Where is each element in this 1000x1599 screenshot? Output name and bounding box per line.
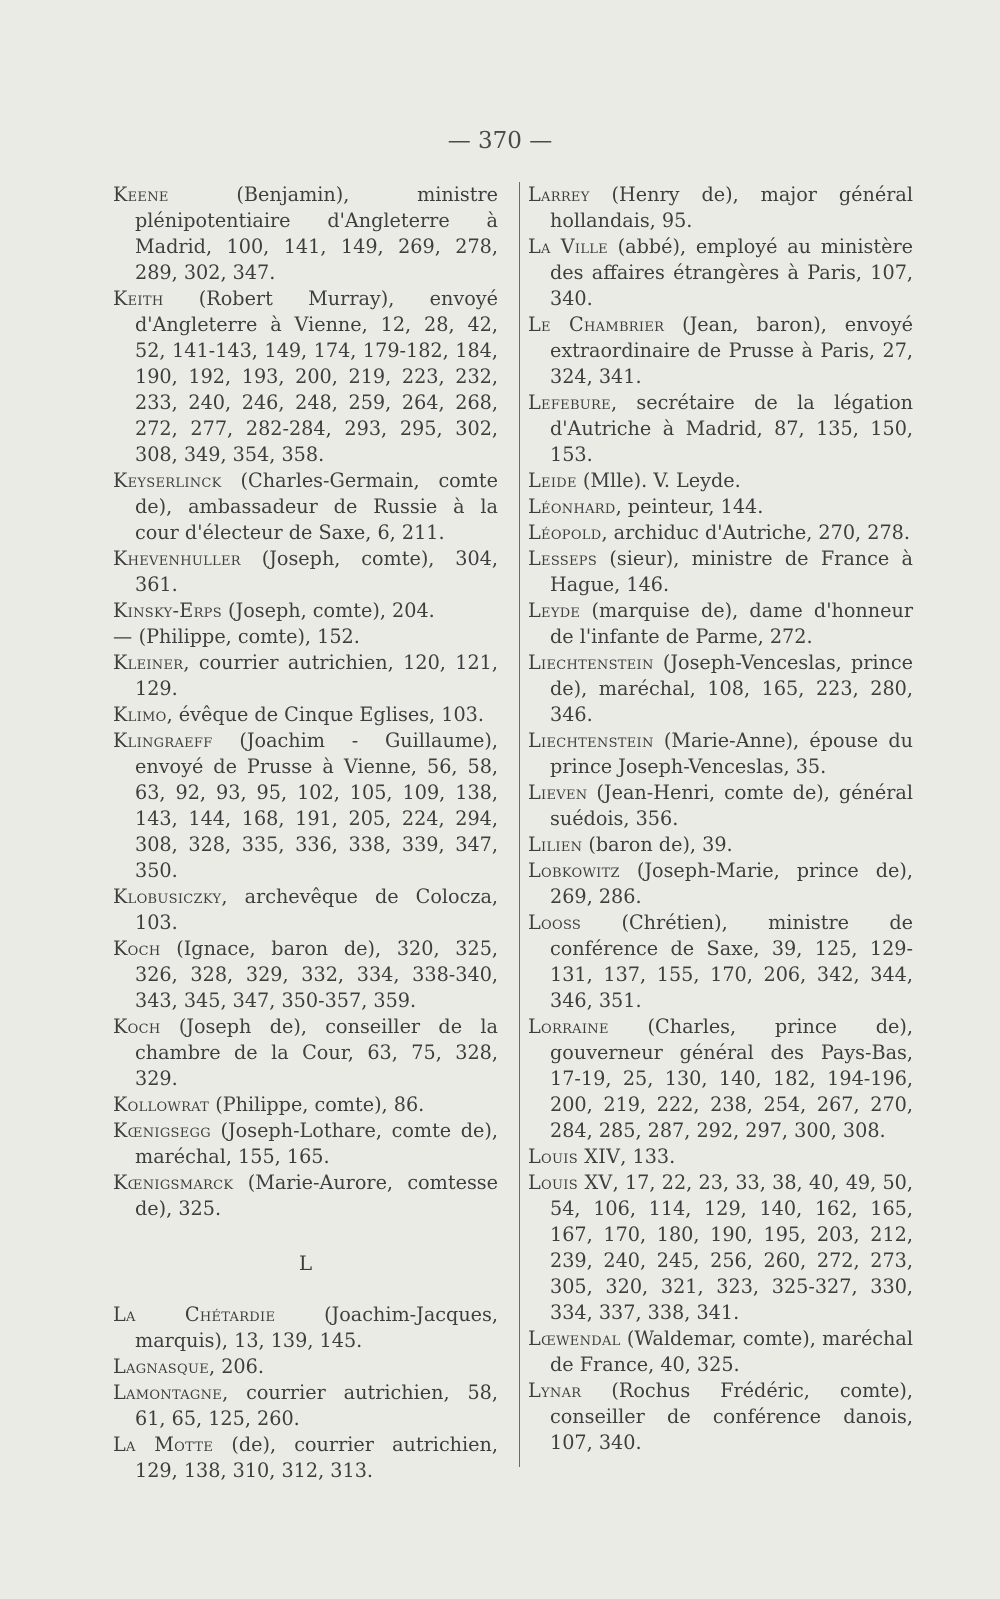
entry-text: (Benjamin), ministre plénipotentiaire d'Angleterre à Madrid, 100, 141, 149, 269, 278, 289, 302, 347.: [135, 183, 498, 284]
entry-surname: Léopold: [528, 521, 602, 544]
entry-text: , archiduc d'Autriche, 270, 278.: [601, 521, 910, 544]
entry-text: (Joachim - Guillaume), envoyé de Prusse à Vienne, 56, 58, 63, 92, 93, 95, 102, 105, 109, 138, 143, 144, 168, 191, 205, 224, 294, 308, 328, 335, 336, 338, 339, 347, 350.: [135, 729, 498, 882]
entry-text: (Joseph-Marie, prince de), 269, 286.: [550, 859, 913, 908]
entry-surname: La Motte: [113, 1433, 214, 1456]
entry-surname: Lamontagne: [113, 1381, 223, 1404]
index-entry: [113, 936, 498, 1014]
section-letter: L: [298, 1251, 313, 1275]
entry-surname: Liechtenstein: [528, 651, 654, 674]
entry-text: (Joseph-Venceslas, prince de), maréchal, 108, 165, 223, 280, 346.: [550, 651, 913, 726]
entry-text: , 206.: [209, 1355, 264, 1378]
entry-text: (Joseph de), conseiller de la chambre de la Cour, 63, 75, 328, 329.: [135, 1015, 498, 1090]
entry-surname: Leyde: [528, 599, 581, 622]
index-entry: [528, 832, 913, 858]
entry-surname: Lynar: [528, 1379, 582, 1402]
entry-surname: Léonhard: [528, 495, 616, 518]
entry-text: (abbé), employé au ministère des affaires étrangères à Paris, 107, 340.: [550, 235, 913, 310]
entry-text: (Jean, baron), envoyé extraordinaire de Prusse à Paris, 27, 324, 341.: [550, 313, 913, 388]
entry-surname: Lobkowitz: [528, 859, 620, 882]
right-column: [528, 182, 913, 1456]
entry-surname: Keene: [113, 183, 169, 206]
entry-surname: Larrey: [528, 183, 590, 206]
entry-text: (Mlle). V. Leyde.: [576, 469, 741, 492]
entry-text: (baron de), 39.: [582, 833, 733, 856]
entry-surname: Looss: [528, 911, 582, 934]
index-entry: [528, 1326, 913, 1378]
entry-surname: Kleiner: [113, 651, 184, 674]
index-entry: [113, 1354, 498, 1380]
column-divider: [519, 182, 520, 1467]
index-entry: [528, 312, 913, 390]
entry-surname: Keith: [113, 287, 164, 310]
index-entry: [528, 494, 913, 520]
entry-surname: Kollowrat: [113, 1093, 210, 1116]
index-entry: [113, 702, 498, 728]
index-entry: [113, 1118, 498, 1170]
index-entry: [528, 1170, 913, 1326]
index-entry: [113, 1170, 498, 1222]
entry-text: (Chrétien), ministre de conférence de Saxe, 39, 125, 129-131, 137, 155, 170, 206, 342, 344, 346, 351.: [550, 911, 913, 1012]
entry-text: (Philippe, comte), 86.: [209, 1093, 425, 1116]
index-entry: [528, 546, 913, 598]
index-entry: [528, 520, 913, 546]
entry-text: (Joseph-Lothare, comte de), maréchal, 155, 165.: [135, 1119, 498, 1168]
entry-surname: La Chétardie: [113, 1303, 276, 1326]
index-entry: [528, 1014, 913, 1144]
index-entry: [113, 598, 498, 624]
index-entry: [113, 468, 498, 546]
entry-surname: Liechtenstein: [528, 729, 654, 752]
entry-text: , 133.: [620, 1145, 676, 1168]
entry-text: , courrier autrichien, 120, 121, 129.: [135, 651, 498, 700]
entry-surname: Le Chambrier: [528, 313, 665, 336]
index-entry: [528, 1378, 913, 1456]
entry-surname: Klingraeff: [113, 729, 213, 752]
entry-text: (Jean-Henri, comte de), général suédois, 356.: [550, 781, 913, 830]
index-entry: [528, 182, 913, 234]
entry-text: (Joachim-Jacques, marquis), 13, 139, 145.: [135, 1303, 498, 1352]
index-entry: [528, 728, 913, 780]
index-entry: [528, 780, 913, 832]
entry-text: , courrier autrichien, 58, 61, 65, 125, 260.: [135, 1381, 498, 1430]
entry-surname: Lorraine: [528, 1015, 609, 1038]
entry-text: (sieur), ministre de France à Hague, 146.: [550, 547, 913, 596]
index-entry: [528, 468, 913, 494]
entry-text: (Joseph, comte), 304, 361.: [135, 547, 498, 596]
entry-surname: —: [113, 625, 133, 648]
entry-text: (Marie-Anne), épouse du prince Joseph-Venceslas, 35.: [550, 729, 913, 778]
entry-surname: Lilien: [528, 833, 583, 856]
entry-text: (Ignace, baron de), 320, 325, 326, 328, 329, 332, 334, 338-340, 343, 345, 347, 350-357, 359.: [135, 937, 498, 1012]
entry-surname: Lagnasque: [113, 1355, 209, 1378]
entry-text: , 17, 22, 23, 33, 38, 40, 49, 50, 54, 106, 114, 129, 140, 162, 165, 167, 170, 180, 190, 195, 203, 212, 239, 240, 245, 256, 260, 272, 273, 305, 320, 321, 323, 325-327, 330, 334, 337, 338, 341.: [550, 1171, 913, 1324]
index-entry: [528, 598, 913, 650]
entry-text: (Joseph, comte), 204.: [221, 599, 435, 622]
entry-surname: Klimo: [113, 703, 167, 726]
entry-surname: Lefebure: [528, 391, 611, 414]
entry-text: , archevêque de Colocza, 103.: [135, 885, 498, 934]
index-entry: [528, 390, 913, 468]
entry-surname: Koch: [113, 937, 161, 960]
entry-text: (Robert Murray), envoyé d'Angleterre à Vienne, 12, 28, 42, 52, 141-143, 149, 174, 179-182, 184, 190, 192, 193, 200, 219, 223, 232, 233, 240, 246, 248, 259, 264, 268, 272, 277, 282-284, 293, 295, 302, 308, 349, 354, 358.: [135, 287, 498, 466]
index-entry: [528, 234, 913, 312]
index-entry: [113, 1380, 498, 1432]
entry-surname: Lœwendal: [528, 1327, 621, 1350]
index-entry: [528, 650, 913, 728]
entry-surname: Kœnigsegg: [113, 1119, 211, 1142]
entry-text: , peinteur, 144.: [615, 495, 764, 518]
index-entry: [113, 650, 498, 702]
index-entry: [113, 884, 498, 936]
index-entry: [113, 1302, 498, 1354]
index-entry: [113, 728, 498, 884]
entry-surname: Koch: [113, 1015, 161, 1038]
entry-text: (Henry de), major général hollandais, 95.: [550, 183, 913, 232]
entry-text: (Marie-Aurore, comtesse de), 325.: [135, 1171, 498, 1220]
index-entry: [113, 182, 498, 286]
entry-surname: Leide: [528, 469, 577, 492]
index-entry: [113, 1432, 498, 1484]
index-entry: [113, 546, 498, 598]
entry-surname: Kœnigsmarck: [113, 1171, 234, 1194]
index-entry: [113, 286, 498, 468]
entry-surname: Khevenhuller: [113, 547, 241, 570]
entry-surname: Louis XIV: [528, 1145, 621, 1168]
index-entry: [113, 1014, 498, 1092]
index-entry: [113, 624, 498, 650]
entry-text: (Charles-Germain, comte de), ambassadeur de Russie à la cour d'électeur de Saxe, 6, 211.: [135, 469, 498, 544]
left-column: [113, 182, 498, 1484]
index-entry: [528, 858, 913, 910]
entry-surname: Klobusiczky: [113, 885, 222, 908]
entry-surname: La Ville: [528, 235, 608, 258]
entry-text: (Charles, prince de), gouverneur général des Pays-Bas, 17-19, 25, 130, 140, 182, 194-196, 200, 219, 222, 238, 254, 267, 270, 284, 285, 287, 292, 297, 300, 308.: [550, 1015, 913, 1142]
index-entry: [528, 1144, 913, 1170]
entry-text: (Rochus Frédéric, comte), conseiller de conférence danois, 107, 340.: [550, 1379, 913, 1454]
entry-surname: Keyserlinck: [113, 469, 222, 492]
entry-text: (marquise de), dame d'honneur de l'infante de Parme, 272.: [550, 599, 913, 648]
entry-text: (Waldemar, comte), maréchal de France, 40, 325.: [550, 1327, 913, 1376]
index-entry: [528, 910, 913, 1014]
page-number: — 370 —: [447, 128, 553, 154]
entry-text: (de), courrier autrichien, 129, 138, 310, 312, 313.: [135, 1433, 498, 1482]
entry-surname: Louis XV: [528, 1171, 613, 1194]
entry-surname: Kinsky-Erps: [113, 599, 222, 622]
entry-text: (Philippe, comte), 152.: [132, 625, 360, 648]
index-entry: [113, 1092, 498, 1118]
entry-text: , évêque de Cinque Eglises, 103.: [166, 703, 484, 726]
entry-surname: Lieven: [528, 781, 588, 804]
entry-surname: Lesseps: [528, 547, 598, 570]
entry-text: , secrétaire de la légation d'Autriche à Madrid, 87, 135, 150, 153.: [550, 391, 913, 466]
